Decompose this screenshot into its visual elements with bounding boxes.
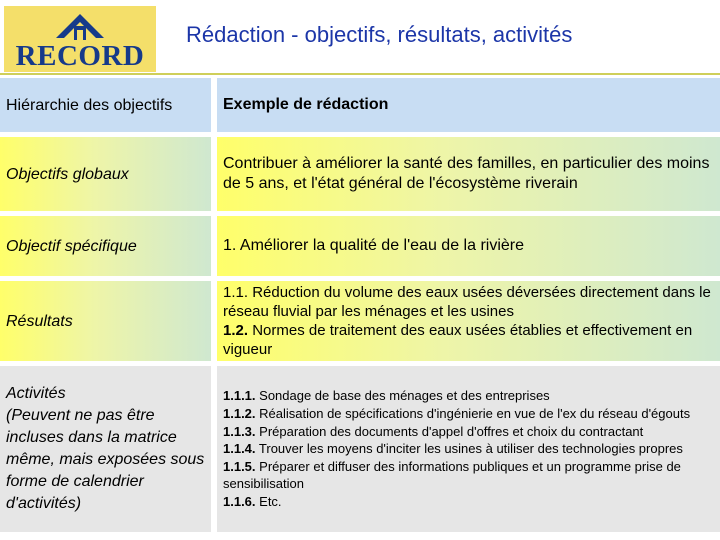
list-item <box>223 458 714 493</box>
row-label-results <box>0 281 211 361</box>
item-text: Etc. <box>255 493 282 509</box>
row-label-global-objectives <box>0 137 211 211</box>
item-number: 1. <box>223 237 237 254</box>
header-cell-example <box>217 78 720 132</box>
row-content-results <box>217 281 720 361</box>
item-text: Normes de traitement des eaux usées établies et effectivement en vigueur <box>223 322 693 358</box>
header-example-label: Exemple de rédaction <box>223 96 389 113</box>
row-label-text: Objectif spécifique <box>6 237 137 255</box>
results-list <box>223 283 714 359</box>
item-number: 1.2. <box>223 322 249 339</box>
item-number: 1.1.6. <box>223 493 256 509</box>
row-label-text: Activités (Peuvent ne pas être incluses dans la matrice même, mais exposées sous forme de calendrier d'activités) <box>6 385 205 512</box>
row-content-text: Contribuer à améliorer la santé des familles, en particulier des moins de 5 ans, et l'état général de l'écosystème riverain <box>223 155 710 192</box>
item-text: Sondage de base des ménages et des entreprises <box>255 388 550 404</box>
header-hierarchy-label: Hiérarchie des objectifs <box>6 96 173 114</box>
row-label-text: Objectifs globaux <box>6 165 129 183</box>
activities-list <box>223 387 714 510</box>
header-cell-hierarchy <box>0 78 211 132</box>
logo-text: RECORD <box>15 40 145 72</box>
row-content-activities <box>217 366 720 532</box>
item-number: 1.1.4. <box>223 441 256 457</box>
row-content-specific-objective <box>217 216 720 276</box>
item-text: Réalisation de spécifications d'ingénierie en vue de l'ex du réseau d'égouts <box>255 406 691 422</box>
page-title: Rédaction - objectifs, résultats, activités <box>186 22 573 47</box>
list-item <box>223 493 714 511</box>
row-label-text: Résultats <box>6 312 73 330</box>
item-number: 1.1.3. <box>223 423 256 439</box>
list-item <box>223 283 714 321</box>
item-text: Améliorer la qualité de l'eau de la rivière <box>236 237 524 254</box>
row-content-text <box>223 236 524 256</box>
row-label-activities <box>0 366 211 532</box>
row-content-global-objectives <box>217 137 720 211</box>
header <box>0 0 720 74</box>
list-item <box>223 387 714 405</box>
header-divider <box>0 73 720 75</box>
list-item <box>223 321 714 359</box>
item-text: Préparer et diffuser des informations publiques et un programme prise de sensibilisation <box>223 458 681 492</box>
item-number: 1.1.2. <box>223 406 256 422</box>
row-label-specific-objective <box>0 216 211 276</box>
list-item <box>223 405 714 423</box>
item-number: 1.1.5. <box>223 458 256 474</box>
item-text: Trouver les moyens d'inciter les usines à utiliser des technologies propres <box>255 441 683 457</box>
item-number: 1.1. <box>223 284 249 301</box>
item-number: 1.1.1. <box>223 388 256 404</box>
item-text: Réduction du volume des eaux usées déversées directement dans le réseau fluvial par les ménages et les usines <box>223 284 711 320</box>
list-item <box>223 423 714 441</box>
item-text: Préparation des documents d'appel d'offres et choix du contractant <box>255 423 644 439</box>
list-item <box>223 440 714 458</box>
record-logo <box>4 6 156 72</box>
